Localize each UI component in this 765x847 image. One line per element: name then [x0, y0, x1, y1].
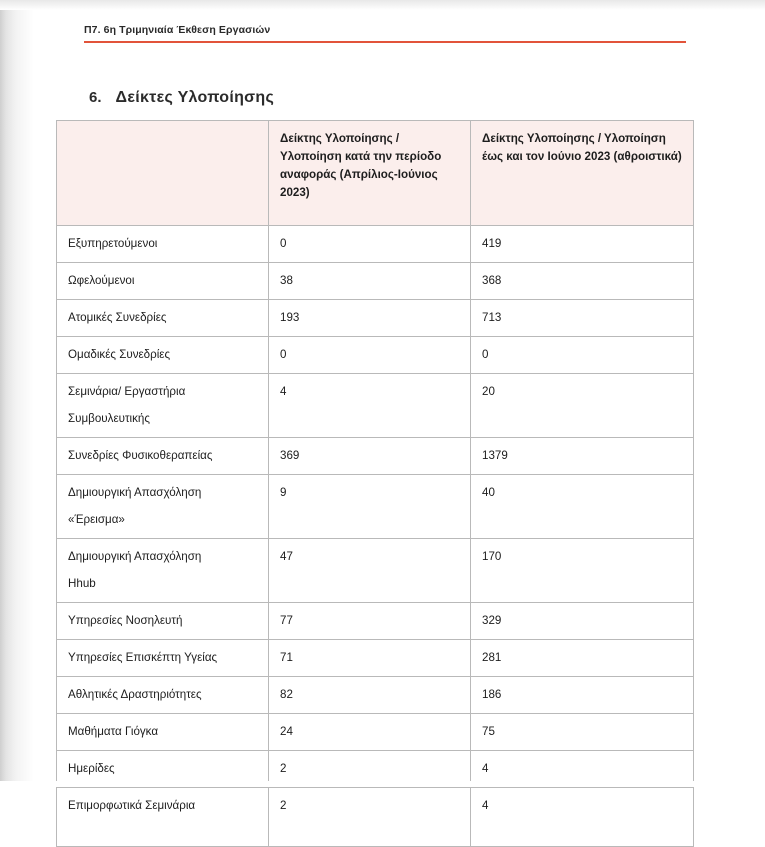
column-header-cumulative: Δείκτης Υλοποίησης / Υλοποίηση έως και τον Ιούνιο 2023 (αθροιστικά) [471, 121, 694, 226]
table-row [57, 299, 694, 336]
row-label: Συνεδρίες Φυσικοθεραπείας [57, 437, 269, 474]
row-label-line1: Δημιουργική Απασχόληση [68, 549, 202, 563]
row-label: Επιμορφωτικά Σεμινάρια [57, 787, 269, 846]
table-row [57, 538, 694, 602]
row-period-value: 193 [269, 299, 471, 336]
row-cumulative-value: 329 [471, 602, 694, 639]
table-row [57, 474, 694, 538]
row-label [57, 373, 269, 437]
row-label-line2: Hhub [68, 576, 96, 590]
section-number: 6. [89, 89, 102, 106]
row-period-value: 2 [269, 787, 471, 846]
row-label: Μαθήματα Γιόγκα [57, 713, 269, 750]
header-accent-rule [84, 41, 686, 43]
row-label-line1: Δημιουργική Απασχόληση [68, 485, 202, 499]
table-row [57, 437, 694, 474]
table-row [57, 373, 694, 437]
row-cumulative-value: 40 [471, 474, 694, 538]
row-label: Αθλητικές Δραστηριότητες [57, 676, 269, 713]
row-label [57, 538, 269, 602]
row-cumulative-value: 4 [471, 750, 694, 787]
row-cumulative-value: 0 [471, 336, 694, 373]
table-row [57, 602, 694, 639]
row-period-value: 71 [269, 639, 471, 676]
table-row [57, 262, 694, 299]
row-label-line2: «Έρεισμα» [68, 512, 125, 526]
row-cumulative-value: 4 [471, 787, 694, 846]
row-period-value: 82 [269, 676, 471, 713]
table-row [57, 226, 694, 263]
row-period-value: 38 [269, 262, 471, 299]
row-label [57, 474, 269, 538]
row-cumulative-value: 20 [471, 373, 694, 437]
row-cumulative-value: 1379 [471, 437, 694, 474]
row-period-value: 9 [269, 474, 471, 538]
table-row [57, 639, 694, 676]
section-heading [89, 89, 274, 107]
row-label: Ημερίδες [57, 750, 269, 787]
table-row [57, 787, 694, 846]
column-header-indicator [57, 121, 269, 226]
table-row [57, 713, 694, 750]
row-period-value: 0 [269, 336, 471, 373]
row-period-value: 4 [269, 373, 471, 437]
row-cumulative-value: 419 [471, 226, 694, 263]
indicators-table-wrapper [56, 120, 693, 847]
row-period-value: 47 [269, 538, 471, 602]
row-label: Υπηρεσίες Νοσηλευτή [57, 602, 269, 639]
indicators-table [56, 120, 694, 847]
row-period-value: 77 [269, 602, 471, 639]
row-label-line2: Συμβουλευτικής [68, 411, 150, 425]
table-row [57, 336, 694, 373]
row-cumulative-value: 170 [471, 538, 694, 602]
row-label: Ομαδικές Συνεδρίες [57, 336, 269, 373]
row-period-value: 24 [269, 713, 471, 750]
row-period-value: 369 [269, 437, 471, 474]
page-title: Δείκτες Υλοποίησης [115, 89, 275, 106]
row-cumulative-value: 75 [471, 713, 694, 750]
table-row [57, 676, 694, 713]
row-cumulative-value: 713 [471, 299, 694, 336]
indicators-table-body [57, 226, 694, 847]
row-period-value: 0 [269, 226, 471, 263]
row-label: Εξυπηρετούμενοι [57, 226, 269, 263]
row-label-line1: Σεμινάρια/ Εργαστήρια [68, 384, 186, 398]
column-header-period: Δείκτης Υλοποίησης / Υλοποίηση κατά την περίοδο αναφοράς (Απρίλιος-Ιούνιος 2023) [269, 121, 471, 226]
table-header-row [57, 121, 694, 226]
page-bottom-edge [0, 781, 765, 787]
row-cumulative-value: 186 [471, 676, 694, 713]
page-header [84, 24, 686, 43]
row-cumulative-value: 281 [471, 639, 694, 676]
row-label: Υπηρεσίες Επισκέπτη Υγείας [57, 639, 269, 676]
row-label: Ατομικές Συνεδρίες [57, 299, 269, 336]
row-period-value: 2 [269, 750, 471, 787]
row-label: Ωφελούμενοι [57, 262, 269, 299]
running-title: Π7. 6η Τριμηνιαία Έκθεση Εργασιών [84, 24, 271, 36]
row-cumulative-value: 368 [471, 262, 694, 299]
